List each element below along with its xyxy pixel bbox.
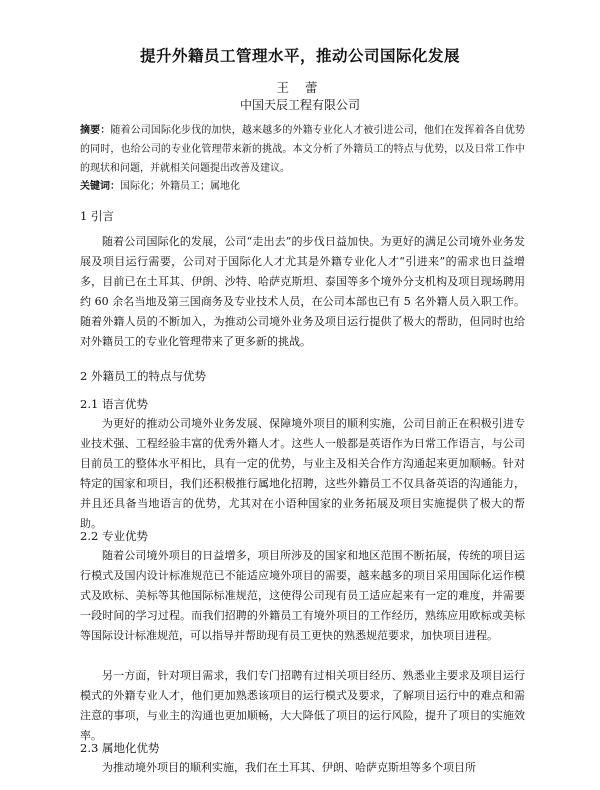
author-name: 王 蕾	[276, 80, 324, 95]
language-paragraph: 为更好的推动公司境外业务发展、保障境外项目的顺利实施，公司目前正在积极引进专业技术强、工程经验丰富的优秀外籍人才。这些人一般都是英语作为日常工作语言，与公司目前员工的整体水平相比，具有一定的优势，与业主及相关合作方沟通起来更加顺畅。针对特定的国家和项目，我们还积极推行属地化招聘，这些外籍员工不仅具备英语的沟通能力，并且还具备当地语言的优势，尤其对在小语种国家的业务拓展及项目实施提供了极大的帮助。	[80, 417, 525, 530]
author-affiliation: 中国天辰工程有限公司	[239, 98, 360, 112]
professional-paragraph-2: 另一方面，针对项目需求，我们专门招聘有过相关项目经历、熟悉业主要求及项目运行模式的外籍专业人才，他们更加熟悉该项目的运行模式及要求，了解项目运行中的难点和需注意的事项，与业主的沟通也更加顺畅，大大降低了项目的运行风险，提升了项目的实施效率。	[80, 669, 525, 742]
intro-paragraph: 随着公司国际化的发展，公司“走出去”的步伐日益加快。为更好的满足公司境外业务发展及项目运行需要，公司对于国际化人才尤其是外籍专业化人才“引进来”的需求也日益增多，目前已在土耳其、伊朗、沙特、哈萨克斯坦、泰国等多个境外分支机构及项目现场聘用约 60 余名当地及第三国商务及专业技术人员，在公司本部也已有 5 名外籍人员入职工作。随着外籍人员的不断加入，为推动公司境外业务及项目运行提供了极大的帮助，但同时也给对外籍员工的专业化管理带来了更多新的挑战。	[80, 235, 525, 348]
localization-paragraph: 为推动境外项目的顺利实施，我们在土耳其、伊朗、哈萨克斯坦等多个项目所	[102, 761, 476, 774]
subsection-heading-localization: 2.3 属地化优势	[80, 741, 160, 755]
section-heading-intro: 1 引言	[80, 209, 114, 223]
keywords	[80, 179, 525, 195]
abstract-text: 随着公司国际化步伐的加快，越来越多的外籍专业化人才被引进公司，他们在发挥着各自优势的同时，也给公司的专业化管理带来新的挑战。本文分析了外籍员工的特点与优势，以及日常工作中的现状和问题，并就相关问题提出改善及建议。	[80, 125, 526, 174]
abstract-label: 摘要：	[80, 125, 111, 136]
keywords-label: 关键词：	[80, 181, 120, 192]
paper-title: 提升外籍员工管理水平，推动公司国际化发展	[139, 47, 460, 65]
section-heading-features: 2 外籍员工的特点与优势	[80, 369, 206, 383]
subsection-heading-professional: 2.2 专业优势	[80, 529, 148, 543]
professional-paragraph-1: 随着公司境外项目的日益增多，项目所涉及的国家和地区范围不断拓展，传统的项目运行模式及国内设计标准规范已不能适应境外项目的需要，越来越多的项目采用国际化运作模式及欧标、美标等其他国际标准规范，这使得公司现有员工适应起来有一定的难度，并需要一段时间的学习过程。而我们招聘的外籍员工有境外项目的工作经历，熟练应用欧标或美标等国际设计标准规范，可以指导并帮助现有员工更快的熟悉规范要求，加快项目进程。	[80, 549, 525, 642]
keywords-text: 国际化；外籍员工；属地化	[120, 181, 240, 192]
subsection-heading-language: 2.1 语言优势	[80, 397, 148, 411]
abstract	[80, 121, 525, 178]
